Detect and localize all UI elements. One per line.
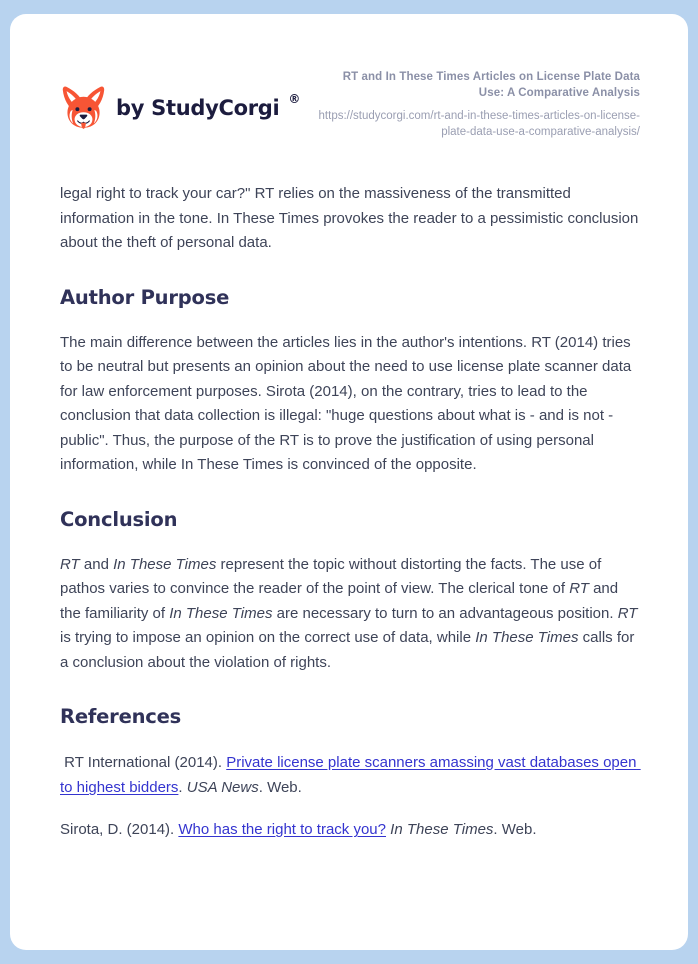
- italic-text-run: RT: [617, 604, 638, 622]
- text-run: .: [178, 779, 187, 797]
- article-content: [60, 182, 640, 842]
- text-run: Sirota, D. (2014).: [60, 821, 179, 839]
- text-run: . Web.: [258, 779, 302, 797]
- italic-text-run: USA News: [186, 779, 259, 797]
- body-paragraph: [60, 553, 640, 676]
- reference-link[interactable]: Who has the right to track you?: [178, 821, 386, 839]
- document-card: [10, 14, 688, 950]
- text-run: . Web.: [493, 821, 537, 839]
- text-run: RT International (2014).: [60, 754, 227, 772]
- reference-entry: [60, 750, 640, 800]
- reference-entry: [60, 817, 640, 842]
- italic-text-run: In These Times: [475, 629, 579, 647]
- document-header: [60, 68, 640, 140]
- text-run: The main difference between the articles lies in the author's intentions. RT (2014) tries to be neutral but presents an opinion about the need to use license plate scanner data for law enforcement purposes. Sirota (2014), on the contrary, tries to lead to the conclusion that data collection is illegal: "huge questions about what is - and is not - public". Thus, the purpose of the RT is to prove the justification of using personal information, while In These Times is convinced of the opposite.: [60, 333, 632, 474]
- italic-text-run: RT: [60, 555, 80, 573]
- studycorgi-logo[interactable]: [60, 68, 300, 134]
- document-meta: [316, 68, 640, 140]
- section-heading: Conclusion: [60, 507, 178, 531]
- italic-text-run: In These Times: [390, 821, 494, 839]
- section-heading: References: [60, 705, 182, 729]
- text-run: are necessary to turn to an advantageous position.: [272, 604, 618, 622]
- text-run: calls for a conclusion about the violation of rights.: [60, 629, 635, 671]
- document-url: https://studycorgi.com/rt-and-in-these-times-articles-on-license-plate-data-use-a-comparative-analysis/: [318, 110, 640, 139]
- body-paragraph: [60, 331, 640, 478]
- body-paragraph: [60, 182, 640, 256]
- italic-text-run: In These Times: [169, 604, 273, 622]
- text-run: and the familiarity of: [60, 580, 619, 622]
- text-run: is trying to impose an opinion on the correct use of data, while: [60, 629, 476, 647]
- section-heading: Author Purpose: [60, 285, 230, 309]
- logo-brand-text: by StudyCorgi: [116, 96, 280, 120]
- text-run: legal right to track your car?" RT relies on the massiveness of the transmitted information in the tone. In These Times provokes the reader to a pessimistic conclusion about the theft of personal data.: [60, 185, 639, 252]
- text-run: represent the topic without distorting the facts. The use of pathos varies to convince the reader of the point of view. The clerical tone of: [60, 555, 602, 598]
- text-run: and: [79, 555, 114, 573]
- reference-link[interactable]: Private license plate scanners amassing vast databases open to highest bidders: [60, 754, 641, 797]
- corgi-logo-icon: [60, 82, 107, 134]
- document-title: RT and In These Times Articles on License Plate Data Use: A Comparative Analysis: [342, 71, 640, 99]
- italic-text-run: In These Times: [113, 555, 217, 573]
- italic-text-run: RT: [569, 580, 589, 598]
- registered-trademark: ®: [288, 92, 301, 106]
